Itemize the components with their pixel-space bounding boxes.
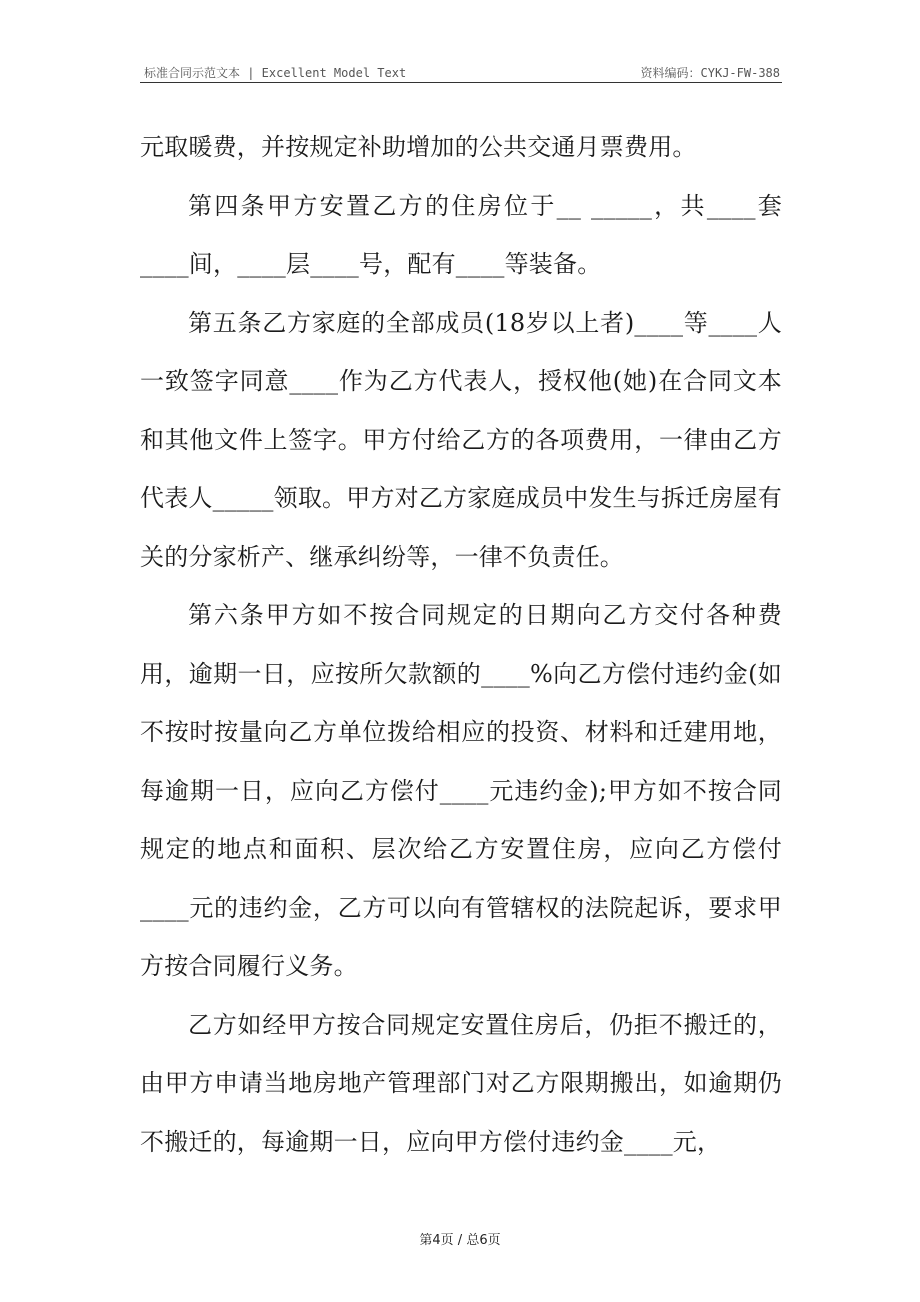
page-header <box>140 62 782 83</box>
current-page-number: 4 <box>432 1233 441 1248</box>
page-label-middle: 页 / 总 <box>440 1233 480 1248</box>
page-label-prefix: 第 <box>419 1233 433 1248</box>
page-footer <box>0 1229 920 1248</box>
paragraph-relocation-refusal: 乙方如经甲方按合同规定安置住房后，仍拒不搬迁的，由甲方申请当地房地产管理部门对乙方限期搬出，如逾期仍不搬迁的，每逾期一日，应向甲方偿付违约金____元， <box>140 1010 782 1156</box>
header-title: 标准合同示范文本 | Excellent Model Text <box>144 66 407 80</box>
document-code: 资料编码：CYKJ-FW-388 <box>640 66 780 80</box>
paragraph-article-5: 第五条乙方家庭的全部成员(18岁以上者)____等____人一致签字同意____作为乙方代表人，授权他(她)在合同文本和其他文件上签字。甲方付给乙方的各项费用，一律由乙方代表人_____领取。甲方对乙方家庭成员中发生与拆迁房屋有关的分家析产、继承纠纷等，一律不负责任。 <box>140 308 782 571</box>
paragraph-continuation: 元取暖费，并按规定补助增加的公共交通月票费用。 <box>140 133 697 161</box>
document-body <box>140 118 782 1171</box>
paragraph-article-4: 第四条甲方安置乙方的住房位于__ _____，共____套____间，____层____号，配有____等装备。 <box>140 191 782 278</box>
page-label-suffix: 页 <box>487 1233 501 1248</box>
paragraph-article-6: 第六条甲方如不按合同规定的日期向乙方交付各种费用，逾期一日，应按所欠款额的____%向乙方偿付违约金(如不按时按量向乙方单位拨给相应的投资、材料和迁建用地，每逾期一日，应向乙方偿付____元违约金);甲方如不按合同规定的地点和面积、层次给乙方安置住房，应向乙方偿付____元的违约金，乙方可以向有管辖权的法院起诉，要求甲方按合同履行义务。 <box>140 601 782 980</box>
total-page-number: 6 <box>479 1233 488 1248</box>
